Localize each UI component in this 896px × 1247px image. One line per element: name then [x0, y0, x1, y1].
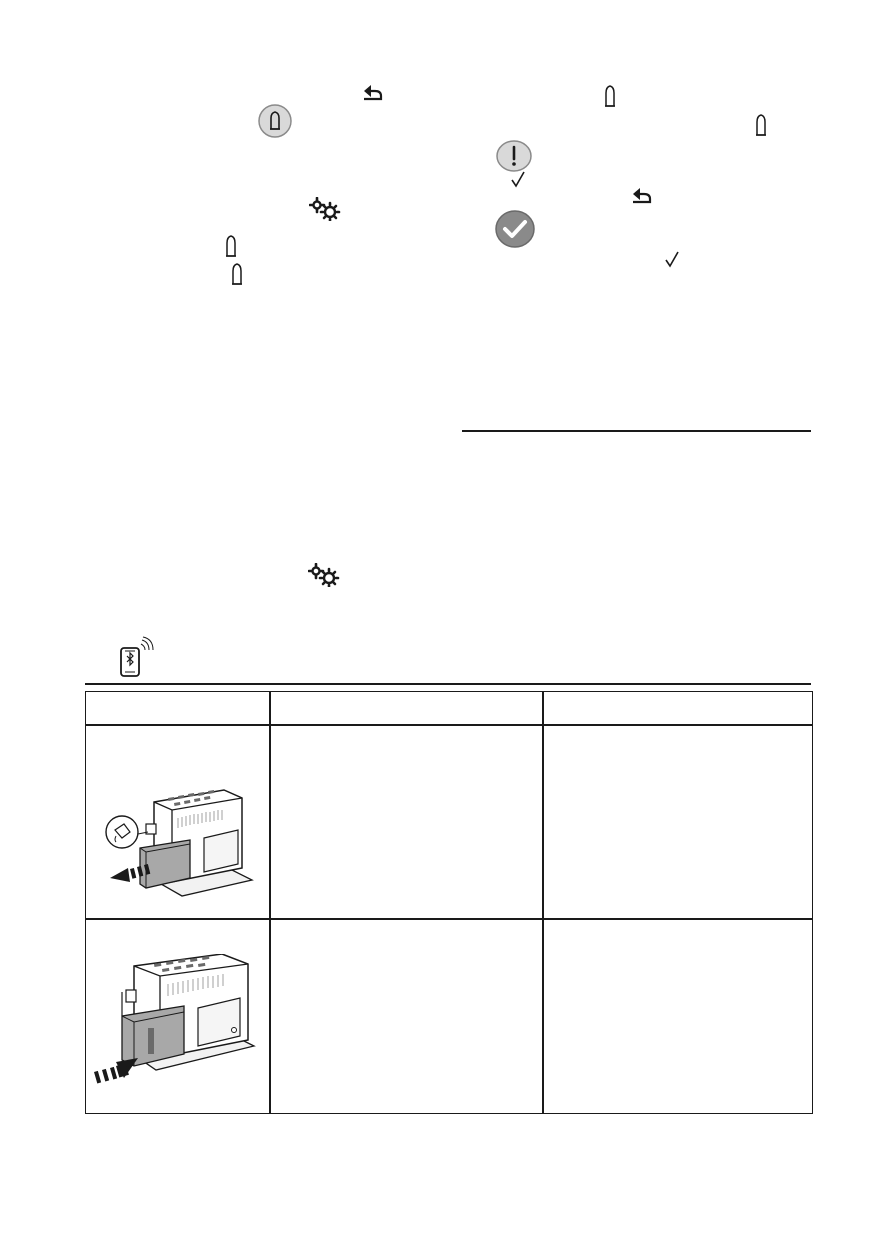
instruction-table	[85, 691, 813, 1114]
section-divider	[462, 430, 811, 432]
back-arrow-icon	[361, 84, 385, 102]
checkmark-icon	[664, 250, 680, 268]
settings-gears-icon	[309, 197, 341, 221]
milk-carafe-icon	[230, 262, 244, 286]
bluetooth-smartphone-icon	[117, 636, 157, 678]
table-cell	[271, 726, 542, 918]
milk-carafe-icon	[603, 84, 617, 108]
table-cell	[544, 726, 812, 918]
table-cell	[271, 920, 542, 1112]
milk-carafe-button-icon	[258, 104, 292, 138]
table-cell	[544, 920, 812, 1112]
settings-gears-icon	[308, 563, 340, 587]
table-header-cell	[544, 692, 812, 724]
insert-drip-tray-illustration	[94, 954, 266, 1094]
table-header-cell	[86, 692, 269, 724]
milk-carafe-icon	[224, 234, 238, 258]
check-circle-icon	[494, 209, 536, 249]
back-arrow-icon	[630, 187, 654, 205]
section-divider	[85, 683, 811, 685]
remove-drip-tray-illustration	[102, 784, 262, 908]
milk-carafe-icon	[754, 113, 768, 137]
alert-exclamation-icon	[495, 139, 533, 173]
checkmark-icon	[510, 170, 526, 188]
table-header-cell	[271, 692, 542, 724]
